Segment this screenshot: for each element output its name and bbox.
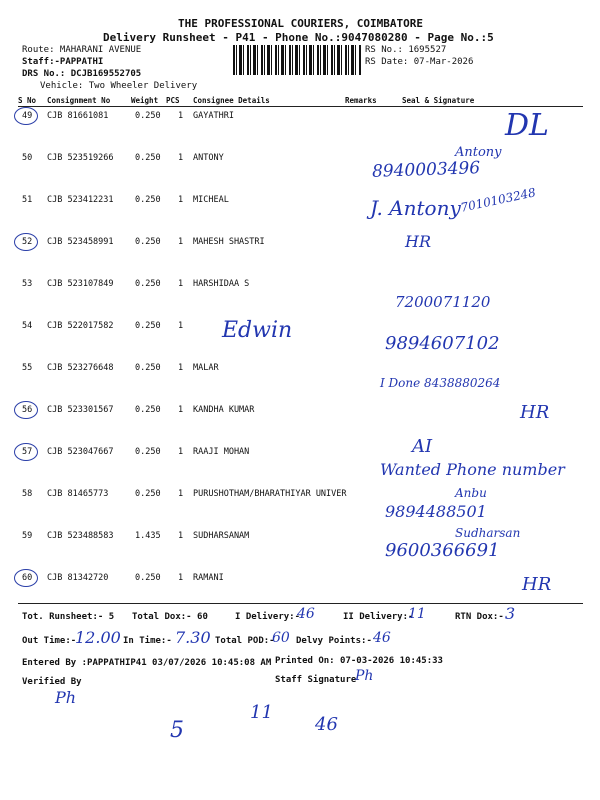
printed-on: Printed On: 07-03-2026 10:45:33 (275, 656, 443, 666)
row-sno: 50 (22, 153, 33, 163)
row-weight: 0.250 (135, 111, 161, 121)
row-weight: 0.250 (135, 363, 161, 373)
col-remarks: Remarks (345, 96, 377, 105)
row-consignee: SUDHARSANAM (193, 531, 250, 541)
i-delivery-value: 46 (297, 606, 315, 622)
total-pod-value: 60 (272, 630, 290, 646)
route-label: Route: MAHARANI AVENUE (22, 45, 142, 55)
handwritten-mark-5: 5 (170, 718, 184, 743)
handwritten-mark-11: 11 (250, 702, 273, 723)
row-consignment-no: CJB 523412231 (47, 195, 114, 205)
sno-circle-mark (14, 233, 38, 251)
table-row (0, 321, 600, 363)
delvy-points-label: Delvy Points:- (296, 636, 372, 646)
row-sno: 55 (22, 363, 33, 373)
handwritten-signature-58: Anbu (455, 486, 487, 500)
row-consignment-no: CJB 523047667 (47, 447, 114, 457)
row-weight: 0.250 (135, 405, 161, 415)
row-pcs: 1 (178, 489, 184, 499)
row-weight: 0.250 (135, 279, 161, 289)
row-weight: 0.250 (135, 489, 161, 499)
row-consignment-no: CJB 523519266 (47, 153, 114, 163)
row-pcs: 1 (178, 363, 184, 373)
rs-number: RS No.: 1695527 (365, 45, 447, 55)
row-sno: 58 (22, 489, 33, 499)
handwritten-signature-60: HR (522, 574, 552, 595)
handwritten-note-phone: Wanted Phone number (380, 460, 565, 479)
delvy-points-value: 46 (373, 630, 391, 646)
i-delivery-label: I Delivery:- (235, 612, 301, 622)
handwritten-phone-50: 8940003496 (371, 158, 481, 182)
row-consignment-no: CJB 523301567 (47, 405, 114, 415)
header-rule (18, 106, 583, 107)
handwritten-signature-49: DL (505, 108, 549, 143)
table-row (0, 405, 600, 447)
row-sno: 52 (22, 237, 33, 247)
row-consignment-no: CJB 522017582 (47, 321, 114, 331)
entered-by: Entered By :PAPPATHIP41 03/07/2026 10:45:08 AM (22, 658, 272, 668)
handwritten-mark-46: 46 (315, 714, 338, 735)
row-consignee: GAYATHRI (193, 111, 234, 121)
row-consignee: MALAR (193, 363, 219, 373)
handwritten-phone-58: 9894488501 (385, 502, 487, 521)
row-pcs: 1 (178, 573, 184, 583)
row-sno: 49 (22, 111, 33, 121)
handwritten-phone-55: I Done 8438880264 (380, 376, 501, 390)
row-pcs: 1 (178, 111, 184, 121)
row-pcs: 1 (178, 405, 184, 415)
handwritten-phone-59: 9600366691 (385, 540, 500, 561)
row-consignment-no: CJB 523458991 (47, 237, 114, 247)
row-sno: 51 (22, 195, 33, 205)
table-row (0, 237, 600, 279)
row-sno: 57 (22, 447, 33, 457)
row-pcs: 1 (178, 531, 184, 541)
sno-circle-mark (14, 569, 38, 587)
row-consignee: RAMANI (193, 573, 224, 583)
verified-signature: Ph (55, 688, 77, 707)
row-sno: 56 (22, 405, 33, 415)
handwritten-phone-51: 7010103248 (459, 185, 537, 215)
barcode (233, 45, 361, 75)
row-pcs: 1 (178, 321, 184, 331)
handwritten-signature-56: HR (520, 402, 550, 423)
row-consignee: ANTONY (193, 153, 224, 163)
table-row (0, 279, 600, 321)
row-sno: 60 (22, 573, 33, 583)
out-time-value: 12.00 (75, 628, 121, 647)
col-sno: S No (18, 96, 37, 105)
row-consignee: PURUSHOTHAM/BHARATHIYAR UNIVER (193, 489, 347, 499)
handwritten-signature-50: Antony (455, 145, 502, 160)
row-sno: 59 (22, 531, 33, 541)
row-consignment-no: CJB 81465773 (47, 489, 109, 499)
row-consignee: MICHEAL (193, 195, 229, 205)
table-row (0, 363, 600, 405)
handwritten-phone-53: 7200071120 (395, 293, 491, 311)
verified-by: Verified By (22, 677, 82, 687)
row-weight: 0.250 (135, 195, 161, 205)
rtn-dox-label: RTN Dox:- (455, 612, 504, 622)
runsheet-title: Delivery Runsheet - P41 - Phone No.:9047080280 - Page No.:5 (103, 31, 494, 44)
row-sno: 53 (22, 279, 33, 289)
handwritten-note-ai: AI (412, 436, 433, 457)
sno-circle-mark (14, 443, 38, 461)
handwritten-signature-51: J. Antony (370, 196, 461, 220)
row-weight: 0.250 (135, 447, 161, 457)
row-sno: 54 (22, 321, 33, 331)
ii-delivery-label: II Delivery:- (343, 612, 414, 622)
row-pcs: 1 (178, 447, 184, 457)
col-consignment: Consignment No (47, 96, 111, 105)
row-weight: 0.250 (135, 321, 161, 331)
row-consignee: KANDHA KUMAR (193, 405, 255, 415)
row-consignment-no: CJB 523488583 (47, 531, 114, 541)
total-dox: Total Dox:- 60 (132, 612, 208, 622)
row-pcs: 1 (178, 237, 184, 247)
row-consignee: RAAJI MOHAN (193, 447, 250, 457)
row-pcs: 1 (178, 279, 184, 289)
handwritten-phone-54: 9894607102 (385, 333, 500, 354)
col-consignee: Consignee Details (193, 96, 270, 105)
row-consignment-no: CJB 81342720 (47, 573, 109, 583)
row-weight: 1.435 (135, 531, 161, 541)
in-time-value: 7.30 (175, 628, 211, 647)
table-row (0, 489, 600, 531)
row-weight: 0.250 (135, 237, 161, 247)
row-consignment-no: CJB 523276648 (47, 363, 114, 373)
out-time-label: Out Time:- (22, 636, 77, 646)
footer-rule (18, 603, 583, 604)
handwritten-signature-52: HR (405, 232, 431, 251)
col-signature: Seal & Signature (402, 96, 475, 105)
vehicle-label: Vehicle: Two Wheeler Delivery (40, 81, 198, 91)
col-weight: Weight (131, 96, 159, 105)
row-pcs: 1 (178, 195, 184, 205)
company-name: THE PROFESSIONAL COURIERS, COIMBATORE (178, 17, 424, 30)
sno-circle-mark (14, 401, 38, 419)
rtn-dox-value: 3 (505, 604, 516, 623)
row-pcs: 1 (178, 153, 184, 163)
sno-circle-mark (14, 107, 38, 125)
col-pcs: PCS (166, 96, 180, 105)
handwritten-signature-54: Edwin (222, 318, 293, 343)
handwritten-signature-59: Sudharsan (455, 526, 521, 540)
row-weight: 0.250 (135, 153, 161, 163)
row-consignment-no: CJB 81661081 (47, 111, 109, 121)
drs-number: DRS No.: DCJB169552705 (22, 69, 142, 79)
staff-signature-label: Staff Signature (275, 675, 357, 685)
row-weight: 0.250 (135, 573, 161, 583)
row-consignee: HARSHIDAA S (193, 279, 250, 289)
row-consignee: MAHESH SHASTRI (193, 237, 265, 247)
ii-delivery-value: 11 (408, 606, 426, 622)
rs-date: RS Date: 07-Mar-2026 (365, 57, 474, 67)
staff-label: Staff:-PAPPATHI (22, 57, 104, 67)
row-consignment-no: CJB 523107849 (47, 279, 114, 289)
tot-runsheet: Tot. Runsheet:- 5 (22, 612, 115, 622)
in-time-label: In Time:- (123, 636, 172, 646)
table-row (0, 153, 600, 195)
total-pod-label: Total POD:- (215, 636, 275, 646)
staff-signature: Ph (355, 668, 374, 684)
